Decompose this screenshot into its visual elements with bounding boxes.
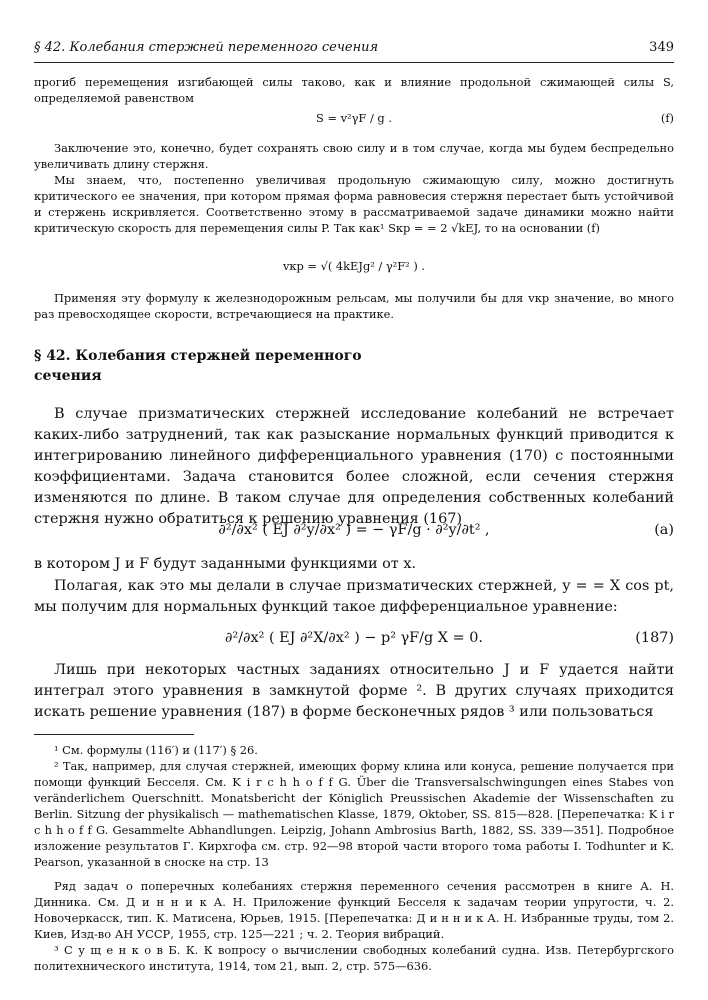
section-paragraph-2: в котором J и F будут заданными функциями от x. bbox=[34, 556, 417, 572]
footnote-2-continued: Ряд задач о поперечных колебаниях стержня переменного сечения рассмотрен в книге А. Н. Динника. См. Д и н н и к А. Н. Приложение функций Бесселя к задачам теории упругости, ч. 2. Новочеркасск, тип. К. Матисена, Юрьев, 1915. [Перепечатка: Д и н н и к А. Н. Избранные труды, том 2. Киев, Изд-во АН УССР, 1955, стр. 125—221 ; ч. 2. Теория вибраций. bbox=[34, 879, 674, 941]
equation-critical-velocity: vкр = √( 4kEJg² / γ²F² ) . bbox=[282, 259, 426, 273]
intro-paragraph-4: Применяя эту формулу к железнодорожным рельсам, мы получили бы для vкр значение, во много раз превосходящее скорости, встречающиеся на практике. bbox=[34, 291, 674, 321]
footnote-3: ³ С у щ е н к о в Б. К. К вопросу о вычислении свободных колебаний судна. Изв. Петербургского политехнического института, 1914, том 21, вып. 2, стр. 575—636. bbox=[34, 943, 674, 973]
section-paragraph-4: Лишь при некоторых частных заданиях относительно J и F удается найти интеграл этого уравнения в замкнутой форме ². В других случаях приходится искать решение уравнения (187) в форме бесконечных рядов ³ или пользоваться bbox=[34, 662, 674, 720]
equation-187: ∂²/∂x² ( EJ ∂²X/∂x² ) − p² γF/g X = 0. bbox=[225, 630, 483, 646]
header-rule bbox=[34, 62, 674, 63]
footnote-2: ² Так, например, для случая стержней, имеющих форму клина или конуса, решение получается при помощи функций Бесселя. См. K i r c h h o f f G. Über die Transversalschwingungen eines Stabes von veränderlichem Querschnitt. Monatsbericht der Königlich Preussischen Akademie der Wissenschaften zu Berlin. Sitzung der physikalisch — mathematischen Klasse, 1879, Oktober, SS. 815—828. [Перепечатка: K i r c h h o f f G. Gesammelte Abhandlungen. Leipzig, Johann Ambrosius Barth, 1882, SS. 339—351]. Подробное изложение результатов Г. Кирхгофа см. стр. 92—98 второй части второго тома работы I. Todhunter и K. Pearson, указанной в сноске на стр. 13 bbox=[34, 759, 674, 869]
equation-f: S = v²γF / g . bbox=[316, 111, 392, 125]
page-number: 349 bbox=[649, 40, 674, 55]
intro-paragraph-1: прогиб перемещения изгибающей силы таково, как и влияние продольной сжимающей силы S, определяемой равенством bbox=[34, 75, 674, 105]
equation-a: ∂²/∂x² ( EJ ∂²y/∂x² ) = − γF/g · ∂²y/∂t² , bbox=[218, 522, 490, 538]
section-heading: § 42. Колебания стержней переменного сечения bbox=[34, 348, 362, 384]
footnote-rule bbox=[34, 734, 194, 735]
running-header bbox=[34, 40, 674, 64]
section-paragraph-1: В случае призматических стержней исследование колебаний не встречает каких-либо затруднений, так как разыскание нормальных функций приводится к интегрированию линейного дифференциального уравнения (170) с постоянными коэффициентами. Задача становится более сложной, если сечения стержня изменяются по длине. В таком случае для определения собственных колебаний стержня нужно обратиться к решению уравнения (167) bbox=[34, 406, 674, 527]
header-title: § 42. Колебания стержней переменного сечения bbox=[34, 40, 379, 55]
equation-187-number: (187) bbox=[635, 630, 674, 646]
intro-paragraph-3: Мы знаем, что, постепенно увеличивая продольную сжимающую силу, можно достигнуть критического ее значения, при котором прямая форма равновесия стержня перестает быть устойчивой и стержень искривляется. Соответственно этому в рассматриваемой задаче динамики можно найти критическую скорость для перемещения силы P. Так как¹ Sкр = = 2 √kEJ, то на основании (f) bbox=[34, 173, 674, 235]
equation-a-number: (a) bbox=[654, 522, 674, 538]
intro-paragraph-2: Заключение это, конечно, будет сохранять свою силу и в том случае, когда мы будем беспредельно увеличивать длину стержня. bbox=[34, 141, 674, 171]
equation-f-number: (f) bbox=[660, 111, 674, 125]
section-paragraph-3: Полагая, как это мы делали в случае призматических стержней, y = = X cos pt, мы получим для нормальных функций такое дифференциальное уравнение: bbox=[34, 578, 674, 615]
footnote-1: ¹ См. формулы (116′) и (117′) § 26. bbox=[54, 743, 258, 757]
